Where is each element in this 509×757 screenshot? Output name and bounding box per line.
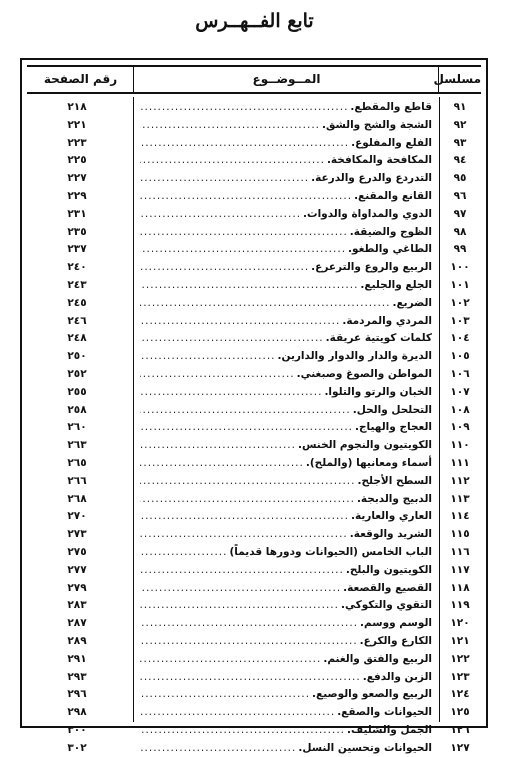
row-page: ٢٢٥ <box>67 154 87 167</box>
row-page: ٢٢٩ <box>67 189 87 202</box>
row-topic-text: الدبيج والدبجة. <box>356 492 432 505</box>
table-row <box>27 633 481 651</box>
row-serial: ٩٥ <box>453 172 467 185</box>
table-row <box>27 740 481 757</box>
row-topic <box>140 206 432 224</box>
row-page: ٢٧٩ <box>67 581 87 594</box>
table-row <box>27 241 481 259</box>
row-topic <box>140 544 432 562</box>
leader-dots <box>140 508 349 526</box>
row-topic <box>140 722 432 740</box>
row-topic-text: الجمل والشليف. <box>347 723 432 736</box>
row-serial: ١١٠ <box>450 439 470 452</box>
row-topic <box>140 686 432 704</box>
row-topic <box>140 437 432 455</box>
row-serial: ١٠٩ <box>450 421 470 434</box>
row-topic-text: العاري والعارية. <box>350 510 432 523</box>
table-row <box>27 206 481 224</box>
row-serial: ١٢٣ <box>450 670 470 683</box>
row-serial: ٩١ <box>453 101 467 113</box>
row-page: ٢٢٣ <box>67 136 87 149</box>
table-row <box>27 224 481 242</box>
leader-dots <box>140 259 309 277</box>
row-topic-text: المواطن والصوغ وصبغني. <box>296 367 432 380</box>
row-topic-text: الظوج والضيقة. <box>349 225 432 238</box>
row-serial: ١٠٠ <box>450 261 470 274</box>
table-row <box>27 330 481 348</box>
table-row <box>27 597 481 615</box>
table-row <box>27 419 481 437</box>
row-topic-text: الخبان والرتو والتلوا. <box>324 385 432 398</box>
row-serial: ١٠٢ <box>450 296 470 309</box>
table-row <box>27 402 481 420</box>
row-serial: ١١٩ <box>450 599 470 612</box>
leader-dots <box>140 402 351 420</box>
row-page: ٢٩٦ <box>67 688 87 701</box>
table-row <box>27 384 481 402</box>
row-topic-text: قاطع والمقطع. <box>350 101 432 113</box>
leader-dots <box>140 152 325 170</box>
table-row <box>27 348 481 366</box>
leader-dots <box>140 633 358 651</box>
row-topic-text: القانع والمقنع. <box>354 189 432 202</box>
row-page: ٢٦٥ <box>67 456 87 469</box>
row-topic-text: التحلحل والحل. <box>352 403 432 416</box>
row-serial: ١١٧ <box>450 563 470 576</box>
row-serial: ١٢٦ <box>450 723 470 736</box>
table-row <box>27 526 481 544</box>
leader-dots <box>140 348 276 366</box>
row-topic <box>140 526 432 544</box>
header-topic: المــوضــوع <box>133 67 439 92</box>
row-topic-text: الحيوانات والصقع. <box>337 706 432 719</box>
row-topic-text: الربيع والفتق والغنم. <box>323 652 432 665</box>
row-topic-text: الشجة والشج والشق. <box>322 118 432 131</box>
row-topic <box>140 117 432 135</box>
row-page: ٢٥٠ <box>67 350 87 363</box>
row-topic <box>140 419 432 437</box>
row-topic <box>140 473 432 491</box>
row-serial: ١٠٦ <box>450 367 470 380</box>
row-serial: ١٠٣ <box>450 314 470 327</box>
leader-dots <box>140 740 296 757</box>
row-topic <box>140 562 432 580</box>
leader-dots <box>140 295 390 313</box>
row-page: ٢٦٣ <box>67 439 87 452</box>
table-row <box>27 152 481 170</box>
table-row <box>27 277 481 295</box>
leader-dots <box>140 313 340 331</box>
row-page: ٢١٨ <box>67 101 87 113</box>
row-topic-text: الضريع. <box>392 296 432 309</box>
row-topic <box>140 295 432 313</box>
row-serial: ٩٤ <box>453 154 467 167</box>
leader-dots <box>140 580 341 598</box>
row-topic-text: الحيوانات وتحسين النسل. <box>298 741 432 754</box>
row-topic <box>140 135 432 153</box>
row-topic-text: التقوي والتكوكي. <box>340 599 432 612</box>
row-page: ٢٩١ <box>67 652 87 665</box>
row-serial: ١٢٧ <box>450 741 470 754</box>
row-page: ٢٩٣ <box>67 670 87 683</box>
row-serial: ١١٦ <box>450 545 470 558</box>
row-topic <box>140 597 432 615</box>
index-table <box>20 58 488 754</box>
table-row <box>27 99 481 117</box>
row-topic <box>140 384 432 402</box>
row-topic-text: الباب الخامس (الحيوانات ودورها قديماً) <box>229 545 432 558</box>
row-serial: ١٠٧ <box>450 385 470 398</box>
table-header <box>27 65 481 94</box>
row-serial: ١١٤ <box>450 510 470 523</box>
table-row <box>27 473 481 491</box>
row-serial: ٩٢ <box>453 118 467 131</box>
leader-dots <box>140 722 345 740</box>
row-serial: ١١٢ <box>450 474 470 487</box>
row-topic <box>140 259 432 277</box>
leader-dots <box>140 170 309 188</box>
table-row <box>27 704 481 722</box>
row-page: ٢٧٥ <box>67 545 87 558</box>
row-topic-text: الزبن والدفع. <box>362 670 432 683</box>
row-topic <box>140 313 432 331</box>
table-row <box>27 544 481 562</box>
row-page: ٢٧٠ <box>67 510 87 523</box>
table-row <box>27 491 481 509</box>
leader-dots <box>140 544 227 562</box>
row-serial: ٩٩ <box>453 243 467 256</box>
row-topic <box>140 366 432 384</box>
row-topic-text: الطاغي والطغو. <box>348 243 432 256</box>
header-serial: مسلسل <box>438 67 481 92</box>
row-page: ٢٤٨ <box>67 332 87 345</box>
leader-dots <box>140 669 361 687</box>
row-serial: ٩٦ <box>453 189 467 202</box>
row-serial: ١٢١ <box>450 634 470 647</box>
leader-dots <box>140 704 335 722</box>
row-serial: ٩٣ <box>453 136 467 149</box>
leader-dots <box>140 277 358 295</box>
row-page: ٢٧٧ <box>67 563 87 576</box>
row-serial: ١٠١ <box>450 278 470 291</box>
row-topic <box>140 170 432 188</box>
table-row <box>27 508 481 526</box>
table-body <box>27 99 481 757</box>
header-page: رقم الصفحة <box>43 72 118 86</box>
row-topic-text: المكافحة والمكافخة. <box>326 154 432 167</box>
row-topic <box>140 348 432 366</box>
leader-dots <box>140 615 358 633</box>
table-row <box>27 295 481 313</box>
page-title: تابع الفــهــرس <box>195 10 314 32</box>
row-topic <box>140 99 432 117</box>
leader-dots <box>140 330 324 348</box>
row-topic <box>140 277 432 295</box>
row-topic <box>140 455 432 473</box>
row-serial: ١٠٨ <box>450 403 470 416</box>
row-serial: ١٢٢ <box>450 652 470 665</box>
table-row <box>27 722 481 740</box>
row-topic-text: العجاج والهياج. <box>355 421 432 434</box>
leader-dots <box>140 188 352 206</box>
leader-dots <box>140 473 355 491</box>
row-serial: ١٠٥ <box>450 350 470 363</box>
leader-dots <box>140 651 321 669</box>
row-page: ٢٣٥ <box>67 225 87 238</box>
table-row <box>27 117 481 135</box>
row-page: ٢٥٥ <box>67 385 87 398</box>
row-topic <box>140 633 432 651</box>
leader-dots <box>140 206 301 224</box>
leader-dots <box>140 366 295 384</box>
row-topic-text: الدوي والمداواة والدوات. <box>303 207 432 220</box>
row-page: ٢٥٨ <box>67 403 87 416</box>
row-topic-text: الوسم ووسم. <box>360 617 432 630</box>
row-serial: ٩٨ <box>453 225 467 238</box>
leader-dots <box>140 419 353 437</box>
table-row <box>27 188 481 206</box>
row-page: ٢٤٠ <box>67 261 87 274</box>
table-row <box>27 562 481 580</box>
row-page: ٢٤٣ <box>67 278 87 291</box>
row-page: ٢٨٧ <box>67 617 87 630</box>
table-row <box>27 135 481 153</box>
row-topic <box>140 402 432 420</box>
leader-dots <box>140 135 349 153</box>
table-row <box>27 437 481 455</box>
row-topic <box>140 580 432 598</box>
row-topic-text: السطح الأجلح. <box>357 474 432 487</box>
table-row <box>27 669 481 687</box>
table-row <box>27 313 481 331</box>
row-topic-text: الجلع والجليع. <box>360 278 432 291</box>
table-row <box>27 651 481 669</box>
leader-dots <box>140 384 322 402</box>
table-row <box>27 259 481 277</box>
row-page: ٢٩٨ <box>67 706 87 719</box>
row-serial: ١١٣ <box>450 492 470 505</box>
row-page: ٢٥٢ <box>67 367 87 380</box>
row-topic <box>140 669 432 687</box>
row-page: ٢٨٩ <box>67 634 87 647</box>
table-row <box>27 686 481 704</box>
row-serial: ٩٧ <box>453 207 467 220</box>
row-topic-text: الفلع والمفلوع. <box>351 136 432 149</box>
row-serial: ١٢٥ <box>450 706 470 719</box>
row-page: ٢٦٠ <box>67 421 87 434</box>
row-page: ٣٠٠ <box>67 723 87 736</box>
row-topic-text: الشريد والوقعة. <box>349 528 432 541</box>
table-row <box>27 366 481 384</box>
row-serial: ١١٥ <box>450 528 470 541</box>
row-topic-text: الربيع والروع والترعرع. <box>311 261 432 274</box>
row-topic-text: الربيع والصعو والوصيع. <box>312 688 432 701</box>
table-row <box>27 170 481 188</box>
row-topic-text: كلمات كويتية عريقة. <box>325 332 432 345</box>
row-serial: ١٢٠ <box>450 617 470 630</box>
row-topic <box>140 224 432 242</box>
row-topic <box>140 241 432 259</box>
row-topic <box>140 508 432 526</box>
row-page: ٢٢١ <box>67 118 87 131</box>
row-topic-text: الديرة والدار والدوار والدارين. <box>277 350 432 363</box>
leader-dots <box>140 491 355 509</box>
row-serial: ١١١ <box>450 456 470 469</box>
row-topic <box>140 152 432 170</box>
leader-dots <box>140 99 348 117</box>
table-row <box>27 615 481 633</box>
row-page: ٢٤٦ <box>67 314 87 327</box>
leader-dots <box>140 686 310 704</box>
row-serial: ١١٨ <box>450 581 470 594</box>
leader-dots <box>140 562 344 580</box>
row-topic <box>140 740 432 757</box>
leader-dots <box>140 455 304 473</box>
row-page: ٢٦٨ <box>67 492 87 505</box>
row-topic-text: المردي والمردمة. <box>342 314 432 327</box>
row-page: ٢٤٥ <box>67 296 87 309</box>
leader-dots <box>140 597 339 615</box>
row-topic <box>140 330 432 348</box>
row-topic-text: القصيع والقصعة. <box>343 581 432 594</box>
row-topic-text: أسماء ومعانيها (والملح). <box>305 456 432 469</box>
row-topic-text: الكويتيون والبلح. <box>345 563 432 576</box>
table-row <box>27 455 481 473</box>
row-page: ٢٦٦ <box>67 474 87 487</box>
row-topic <box>140 704 432 722</box>
row-serial: ١٢٤ <box>450 688 470 701</box>
row-page: ٣٠٢ <box>67 741 87 754</box>
leader-dots <box>140 224 348 242</box>
row-page: ٢٨٣ <box>67 599 87 612</box>
row-page: ٢٣١ <box>67 207 87 220</box>
row-topic-text: الكارع والكرع. <box>359 634 432 647</box>
row-page: ٢٧٣ <box>67 528 87 541</box>
row-topic <box>140 188 432 206</box>
leader-dots <box>140 241 346 259</box>
row-page: ٢٣٧ <box>67 243 87 256</box>
row-serial: ١٠٤ <box>450 332 470 345</box>
row-page: ٢٢٧ <box>67 172 87 185</box>
row-topic <box>140 615 432 633</box>
row-topic-text: الكويتيون والنجوم الخنس. <box>297 439 432 452</box>
leader-dots <box>140 117 320 135</box>
row-topic <box>140 491 432 509</box>
leader-dots <box>140 526 348 544</box>
leader-dots <box>140 437 296 455</box>
row-topic-text: التدردع والدرع والدرعة. <box>311 172 432 185</box>
row-topic <box>140 651 432 669</box>
table-row <box>27 580 481 598</box>
